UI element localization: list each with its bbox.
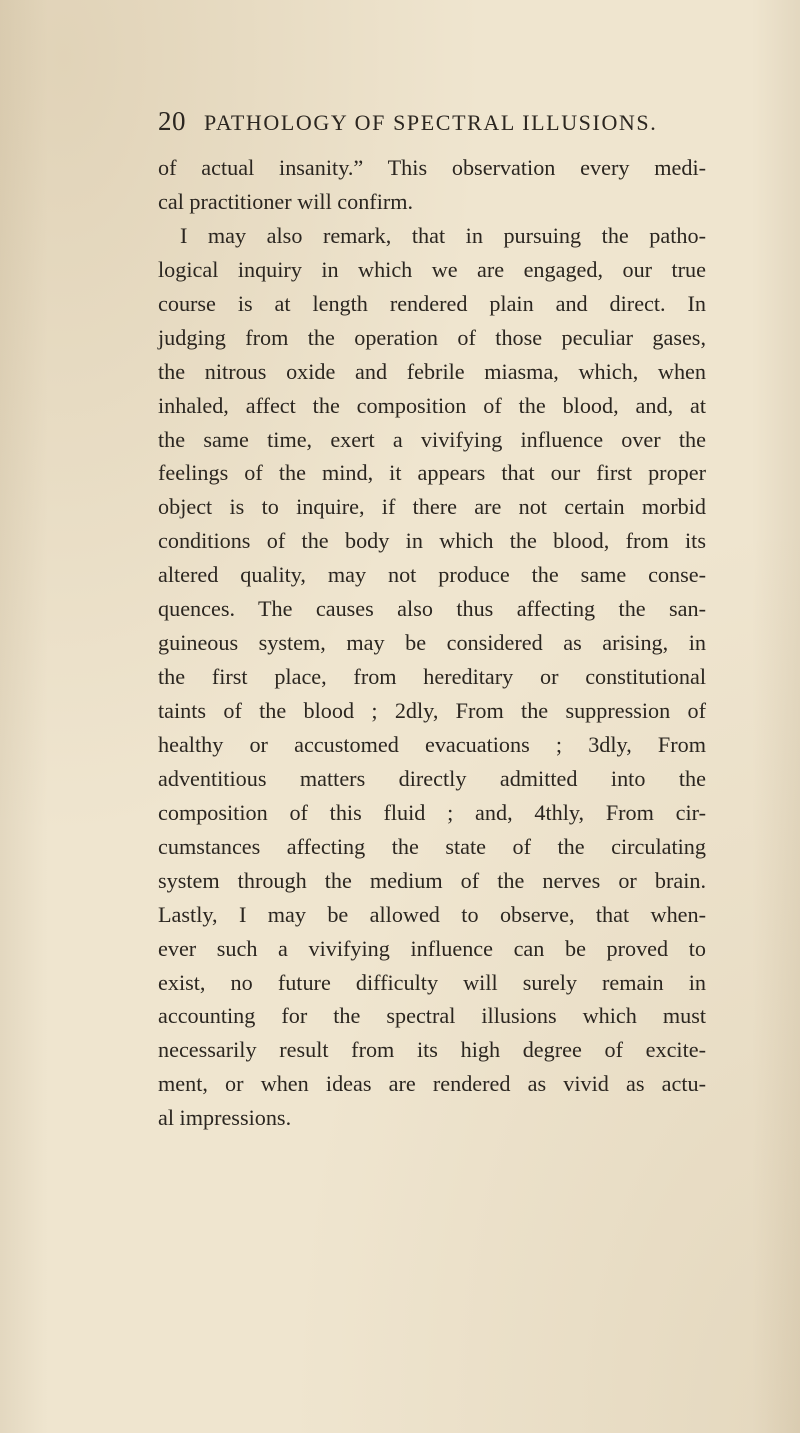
text-line: object is to inquire, if there are not certain morbid bbox=[158, 494, 706, 520]
text-line: logical inquiry in which we are engaged, our true bbox=[158, 256, 706, 282]
text-line: accounting for the spectral illusions which must bbox=[158, 1003, 706, 1029]
running-head bbox=[158, 106, 718, 146]
text-line: necessarily result from its high degree of excite- bbox=[158, 1037, 706, 1063]
text-line: exist, no future difficulty will surely remain in bbox=[158, 969, 706, 995]
text-line: al impressions. bbox=[158, 1105, 292, 1131]
text-line: adventitious matters directly admitted into the bbox=[158, 765, 706, 791]
text-line: altered quality, may not produce the same conse- bbox=[158, 562, 706, 588]
text-line: ment, or when ideas are rendered as vivid as actu- bbox=[158, 1071, 706, 1097]
text-line: guineous system, may be considered as arising, in bbox=[158, 630, 706, 656]
running-title: PATHOLOGY OF SPECTRAL ILLUSIONS. bbox=[204, 110, 658, 135]
text-line: ever such a vivifying influence can be proved to bbox=[158, 935, 706, 961]
page-number: 20 bbox=[158, 106, 186, 136]
text-line: cal practitioner will confirm. bbox=[158, 188, 414, 214]
text-line: quences. The causes also thus affecting the san- bbox=[158, 596, 706, 622]
text-line: of actual insanity.” This observation every medi- bbox=[158, 155, 706, 180]
text-line: course is at length rendered plain and direct. In bbox=[158, 290, 706, 316]
text-line: system through the medium of the nerves or brain. bbox=[158, 867, 706, 893]
body-text bbox=[158, 151, 706, 1135]
text-line: cumstances affecting the state of the circulating bbox=[158, 833, 706, 859]
text-line: taints of the blood ; 2dly, From the suppression of bbox=[158, 698, 706, 723]
text-line: the same time, exert a vivifying influence over the bbox=[158, 426, 706, 452]
text-line: the first place, from hereditary or constitutional bbox=[158, 664, 706, 690]
text-line: Lastly, I may be allowed to observe, that when- bbox=[158, 901, 706, 927]
text-line: I may also remark, that in pursuing the patho- bbox=[180, 222, 706, 248]
text-line: the nitrous oxide and febrile miasma, which, when bbox=[158, 358, 706, 384]
text-line: inhaled, affect the composition of the blood, and, at bbox=[158, 392, 706, 418]
text-line: conditions of the body in which the blood, from its bbox=[158, 528, 706, 554]
text-line: healthy or accustomed evacuations ; 3dly, From bbox=[158, 731, 706, 757]
text-line: judging from the operation of those peculiar gases, bbox=[158, 324, 706, 350]
text-line: feelings of the mind, it appears that our first proper bbox=[158, 460, 706, 486]
text-line: composition of this fluid ; and, 4thly, From cir- bbox=[158, 799, 706, 825]
